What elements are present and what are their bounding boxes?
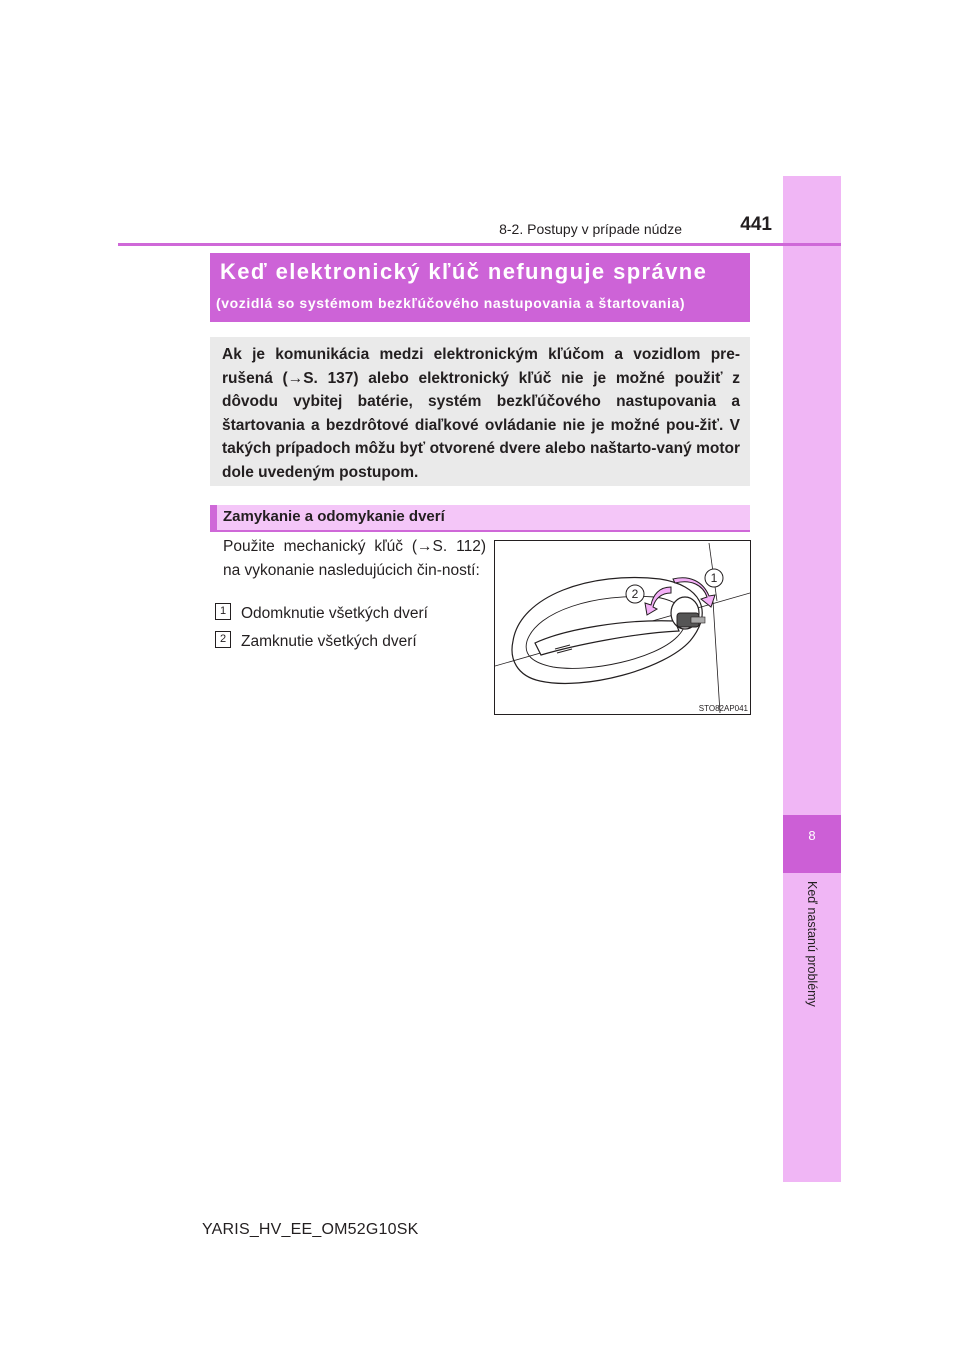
door-handle-drawing (495, 541, 750, 714)
page-number: 441 (740, 214, 772, 235)
intro-paragraph: Ak je komunikácia medzi elektronickým kľúčom a vozidlom pre-rušená (→S. 137) alebo elektronický kľúč nie je možné použiť z dôvodu vybitej batérie, systém bezkľúčového nastupovania a štartovania a bezdrôtové diaľkové ovládanie nie je možné pou-žiť. V takých prípadoch môžu byť otvorené dvere alebo naštarto-vaný motor dole uvedeným postupom. (222, 346, 740, 481)
chapter-tab-label: Keď nastanú problémy (805, 881, 819, 1007)
page-subtitle: (vozidlá so systémom bezkľúčového nastupovania a štartovania) (216, 295, 686, 311)
body-paragraph: Použite mechanický kľúč (→S. 112) na vykonanie nasledujúcich čin-ností: (223, 538, 486, 579)
list-item-text: Zamknutie všetkých dverí (241, 633, 417, 650)
section-heading-bar (210, 505, 217, 532)
document-code: YARIS_HV_EE_OM52G10SK (202, 1221, 419, 1238)
door-handle-illustration (494, 540, 751, 715)
item-number-badge: 1 (215, 603, 231, 620)
list-item-text: Odomknutie všetkých dverí (241, 605, 428, 622)
callout-2: 2 (631, 587, 639, 601)
figure-code: STO82AP041 (698, 704, 748, 713)
list-item (215, 633, 417, 651)
side-thumb-strip (783, 176, 841, 1182)
page-title: Keď elektronický kľúč nefunguje správne (220, 259, 708, 284)
header-rule (118, 243, 841, 246)
section-heading: Zamykanie a odomykanie dverí (223, 508, 445, 525)
item-number-badge: 2 (215, 631, 231, 648)
chapter-tab-number: 8 (808, 828, 816, 843)
section-reference: 8-2. Postupy v prípade núdze (499, 221, 682, 237)
list-item (215, 605, 428, 623)
callout-1: 1 (710, 571, 718, 585)
chapter-tab (783, 815, 841, 873)
